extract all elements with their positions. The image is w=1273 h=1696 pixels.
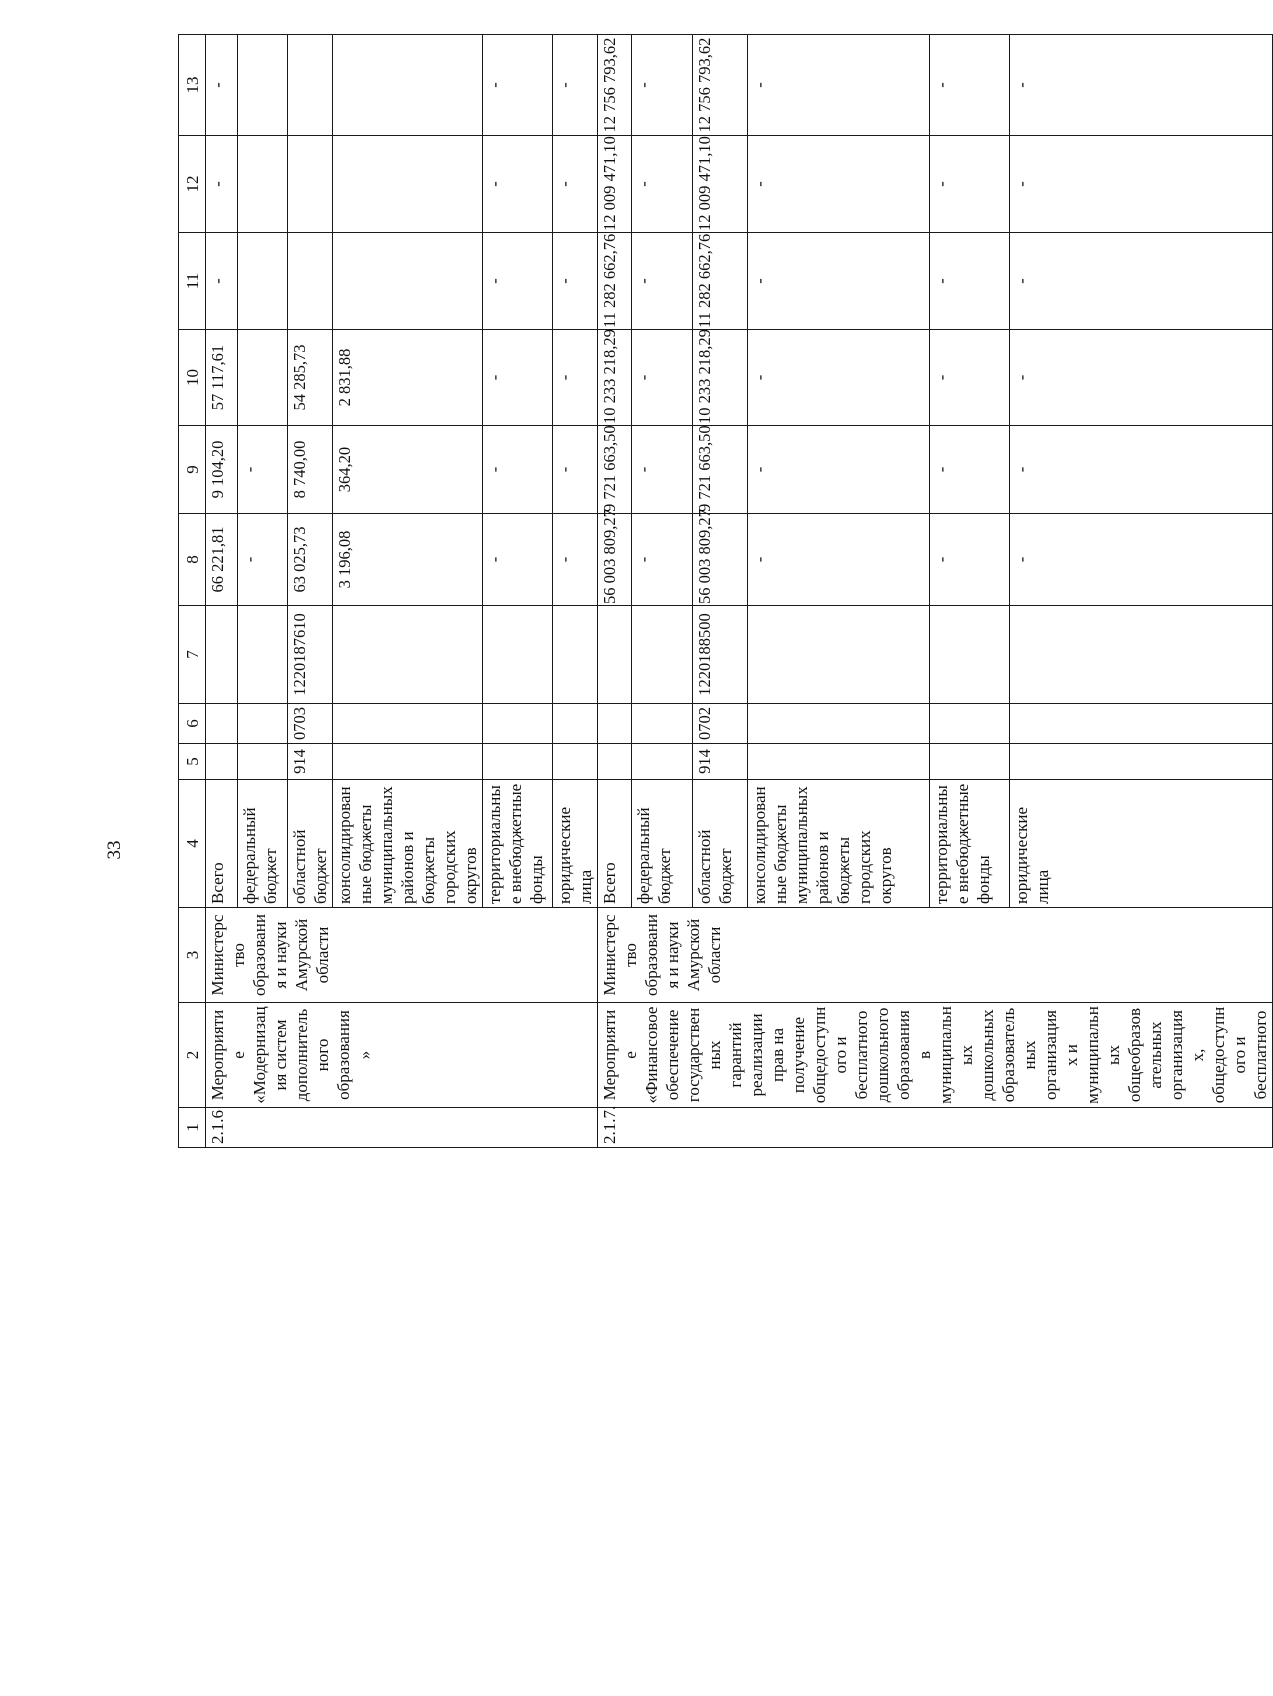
header-cell: 7: [179, 606, 206, 704]
value-cell-c11: 11 282 662,76: [692, 233, 747, 330]
value-cell-c6: [483, 704, 553, 744]
value-cell-c12: -: [206, 136, 238, 233]
header-cell: 13: [179, 35, 206, 136]
value-cell-c8: 3 196,08: [333, 514, 483, 606]
value-cell-c8: 56 003 809,27: [692, 514, 747, 606]
value-cell-c10: 10 233 218,29: [692, 330, 747, 426]
page-number: 33: [104, 840, 125, 860]
value-cell-c7: [206, 606, 238, 704]
value-cell-c6: [747, 704, 929, 744]
measure-title: Мероприятие «Финансовое обеспечение государственных гарантий реализации прав на получение общедоступного и бесплатного дошкольного образования в муниципальных дошкольных образовательных организациях и муниципальных общеобразовательных организациях, общедоступного и бесплатного: [598, 1003, 1273, 1108]
value-cell-c9: 9 721 663,50: [692, 426, 747, 514]
funding-source: юридические лица: [553, 780, 598, 908]
value-cell-c5: 914: [692, 744, 747, 780]
header-row: [179, 35, 206, 1148]
value-cell-c6: [1010, 704, 1273, 744]
header-cell: 9: [179, 426, 206, 514]
value-cell-c12: [238, 136, 288, 233]
value-cell-c7: [333, 606, 483, 704]
value-cell-c6: 0702: [692, 704, 747, 744]
value-cell-c6: [929, 704, 1009, 744]
value-cell-c12: [333, 136, 483, 233]
value-cell-c8: -: [929, 514, 1009, 606]
value-cell-c9: -: [929, 426, 1009, 514]
value-cell-c9: 9 104,20: [206, 426, 238, 514]
value-cell-c7: [238, 606, 288, 704]
value-cell-c13: -: [747, 35, 929, 136]
value-cell-c10: 54 285,73: [288, 330, 333, 426]
value-cell-c13: -: [929, 35, 1009, 136]
value-cell-c13: [288, 35, 333, 136]
value-cell-c11: -: [553, 233, 598, 330]
value-cell-c9: -: [483, 426, 553, 514]
value-cell-c12: -: [747, 136, 929, 233]
value-cell-c13: -: [483, 35, 553, 136]
block-number: 2.1.6: [206, 1108, 598, 1148]
value-cell-c5: [632, 744, 693, 780]
value-cell-c5: [929, 744, 1009, 780]
funding-source: территориальные внебюджетные фонды: [929, 780, 1009, 908]
value-cell-c9: 8 740,00: [288, 426, 333, 514]
value-cell-c5: [1010, 744, 1273, 780]
header-cell: 11: [179, 233, 206, 330]
value-cell-c5: [206, 744, 238, 780]
value-cell-c7: [598, 606, 632, 704]
value-cell-c9: 9 721 663,50: [598, 426, 632, 514]
value-cell-c13: 12 756 793,62: [692, 35, 747, 136]
value-cell-c7: [929, 606, 1009, 704]
block-number: 2.1.7.: [598, 1108, 1273, 1148]
value-cell-c9: -: [747, 426, 929, 514]
value-cell-c12: 12 009 471,10: [598, 136, 632, 233]
funding-source: Всего: [598, 780, 632, 908]
value-cell-c9: -: [632, 426, 693, 514]
funding-source: федеральный бюджет: [632, 780, 693, 908]
value-cell-c5: 914: [288, 744, 333, 780]
funding-source: областной бюджет: [288, 780, 333, 908]
value-cell-c7: [1010, 606, 1273, 704]
value-cell-c10: [238, 330, 288, 426]
value-cell-c10: 2 831,88: [333, 330, 483, 426]
funding-source: федеральный бюджет: [238, 780, 288, 908]
header-cell: 5: [179, 744, 206, 780]
value-cell-c6: [333, 704, 483, 744]
value-cell-c9: -: [1010, 426, 1273, 514]
value-cell-c8: 56 003 809,27: [598, 514, 632, 606]
value-cell-c12: [288, 136, 333, 233]
executor-name: Министерство образования и науки Амурской области: [598, 908, 1273, 1003]
value-cell-c11: [333, 233, 483, 330]
value-cell-c5: [598, 744, 632, 780]
value-cell-c6: 0703: [288, 704, 333, 744]
value-cell-c8: -: [483, 514, 553, 606]
value-cell-c13: 12 756 793,62: [598, 35, 632, 136]
header-cell: 8: [179, 514, 206, 606]
value-cell-c10: -: [483, 330, 553, 426]
value-cell-c10: -: [632, 330, 693, 426]
value-cell-c5: [483, 744, 553, 780]
table-row: [206, 35, 238, 1148]
value-cell-c10: -: [747, 330, 929, 426]
header-cell: 12: [179, 136, 206, 233]
value-cell-c11: [238, 233, 288, 330]
value-cell-c12: -: [632, 136, 693, 233]
value-cell-c6: [238, 704, 288, 744]
value-cell-c7: 1220188500: [692, 606, 747, 704]
value-cell-c12: -: [929, 136, 1009, 233]
value-cell-c13: -: [1010, 35, 1273, 136]
value-cell-c8: 66 221,81: [206, 514, 238, 606]
value-cell-c10: 57 117,61: [206, 330, 238, 426]
value-cell-c11: -: [1010, 233, 1273, 330]
header-cell: 2: [179, 1003, 206, 1108]
value-cell-c5: [238, 744, 288, 780]
value-cell-c7: [483, 606, 553, 704]
value-cell-c11: 11 282 662,76: [598, 233, 632, 330]
value-cell-c8: -: [553, 514, 598, 606]
value-cell-c12: 12 009 471,10: [692, 136, 747, 233]
value-cell-c9: 364,20: [333, 426, 483, 514]
value-cell-c11: -: [747, 233, 929, 330]
budget-table-rotated: [178, 35, 1270, 1148]
value-cell-c12: -: [553, 136, 598, 233]
value-cell-c8: -: [1010, 514, 1273, 606]
funding-source: Всего: [206, 780, 238, 908]
value-cell-c6: [206, 704, 238, 744]
value-cell-c8: -: [632, 514, 693, 606]
value-cell-c13: -: [553, 35, 598, 136]
value-cell-c5: [747, 744, 929, 780]
value-cell-c11: [288, 233, 333, 330]
funding-source: консолидированные бюджеты муниципальных районов и бюджеты городских округов: [747, 780, 929, 908]
value-cell-c13: [333, 35, 483, 136]
header-cell: 3: [179, 908, 206, 1003]
value-cell-c12: -: [483, 136, 553, 233]
funding-source: консолидированные бюджеты муниципальных районов и бюджеты городских округов: [333, 780, 483, 908]
value-cell-c11: -: [206, 233, 238, 330]
value-cell-c12: -: [1010, 136, 1273, 233]
funding-source: юридические лица: [1010, 780, 1273, 908]
value-cell-c7: [553, 606, 598, 704]
budget-table: [178, 34, 1273, 1148]
value-cell-c7: [632, 606, 693, 704]
measure-title: Мероприятие «Модернизация систем дополнительного образования»: [206, 1003, 598, 1108]
value-cell-c13: -: [206, 35, 238, 136]
funding-source: областной бюджет: [692, 780, 747, 908]
value-cell-c13: -: [632, 35, 693, 136]
value-cell-c6: [598, 704, 632, 744]
header-cell: 4: [179, 780, 206, 908]
value-cell-c11: -: [632, 233, 693, 330]
value-cell-c7: [747, 606, 929, 704]
value-cell-c13: [238, 35, 288, 136]
funding-source: территориальные внебюджетные фонды: [483, 780, 553, 908]
value-cell-c10: -: [1010, 330, 1273, 426]
value-cell-c8: -: [747, 514, 929, 606]
value-cell-c10: -: [929, 330, 1009, 426]
value-cell-c5: [553, 744, 598, 780]
value-cell-c8: -: [238, 514, 288, 606]
value-cell-c10: -: [553, 330, 598, 426]
value-cell-c9: -: [238, 426, 288, 514]
value-cell-c6: [553, 704, 598, 744]
value-cell-c11: -: [483, 233, 553, 330]
value-cell-c9: -: [553, 426, 598, 514]
value-cell-c5: [333, 744, 483, 780]
value-cell-c11: -: [929, 233, 1009, 330]
header-cell: 10: [179, 330, 206, 426]
header-cell: 1: [179, 1108, 206, 1148]
value-cell-c6: [632, 704, 693, 744]
value-cell-c10: 10 233 218,29: [598, 330, 632, 426]
header-cell: 6: [179, 704, 206, 744]
value-cell-c8: 63 025,73: [288, 514, 333, 606]
value-cell-c7: 1220187610: [288, 606, 333, 704]
table-row: [598, 35, 632, 1148]
executor-name: Министерство образования и науки Амурской области: [206, 908, 598, 1003]
